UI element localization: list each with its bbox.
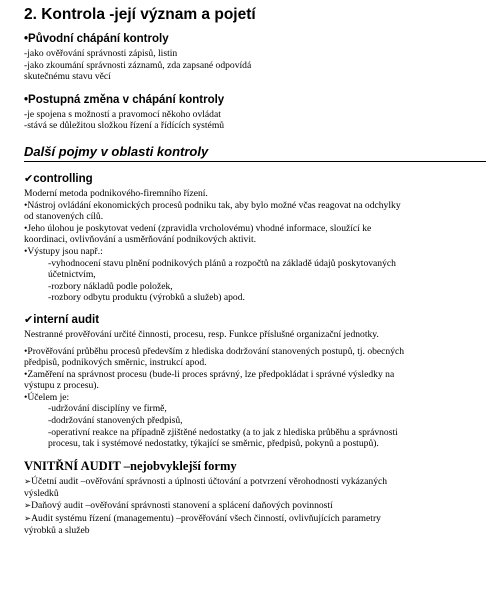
list-item-cont: výrobků a služeb <box>24 525 90 537</box>
list-item <box>24 476 486 489</box>
controlling-title <box>24 172 486 186</box>
sub-line: -rozbory nákladů podle položek, <box>48 280 173 292</box>
text-line: •Jeho úlohou je poskytovat vedení (zpravidla vrcholovému) vhodné informace, sloužící ke <box>24 222 372 234</box>
arrow-bullet-icon: ➢ <box>24 501 32 512</box>
text-line: •Nástroj ovládání ekonomických procesů podniku tak, aby bylo možné včas reagovat na odchylky <box>24 199 401 211</box>
sub-line: procesu, tak i systémové nedostatky, týkající se směrnic, předpisů, pokynů a postupů). <box>48 438 379 450</box>
section-title: Další pojmy v oblasti kontroly <box>24 144 486 162</box>
original-concept-title: •Původní chápání kontroly <box>24 33 169 45</box>
text-line: -jako ověřování správnosti zápisů, listin <box>24 48 178 59</box>
gradual-change-block <box>24 93 486 132</box>
text-line: •Účelem je: <box>24 391 70 403</box>
sub-line: -operativní reakce na případně zjištěné nedostatky (a to jak z hlediska průběhu a správnosti <box>48 426 398 438</box>
text-line: -jako zkoumání správnosti záznamů, zda zapsané odpovídá <box>24 59 252 71</box>
sub-line: -udržování disciplíny ve firmě, <box>48 403 167 415</box>
text-line: výstupu z procesu). <box>24 380 99 392</box>
controlling-text <box>24 188 486 304</box>
text-line: Nestranné prověřování určité činnosti, procesu, resp. Funkce příslušné organizační jednotky. <box>24 328 379 340</box>
checkmark-icon: ✔ <box>24 171 34 185</box>
list-item-text: Audit systému řízení (managementu) –prověřování všech činností, ovlivňujících parametry <box>31 512 381 524</box>
internal-audit-title <box>24 313 486 327</box>
text-line: -je spojena s možností a pravomocí někoho ovládat <box>24 108 221 120</box>
sub-line: -vyhodnocení stavu plnění podnikových plánů a rozpočtů na základě údajů poskytovaných <box>48 257 396 269</box>
text-line: od stanovených cílů. <box>24 211 104 223</box>
text-line: -stává se důležitou složkou řízení a řídících systémů <box>24 120 225 132</box>
gradual-change-title: •Postupná změna v chápání kontroly <box>24 93 225 106</box>
list-item-text: Daňový audit –ověřování správnosti stanovení a splácení daňových povinností <box>31 500 333 512</box>
internal-audit-text <box>24 329 486 450</box>
list-item-cont: výsledků <box>24 488 59 500</box>
list-item-text: Účetní audit –ověřování správnosti a úplnosti účtování a potvrzení věrohodnosti vykázaných <box>31 475 388 487</box>
sub-line: účetnictvím, <box>48 269 96 281</box>
controlling-title-text: controlling <box>33 172 93 185</box>
sub-line: -dodržování stanovených předpisů, <box>48 415 183 427</box>
gradual-change-text <box>24 109 486 132</box>
checkmark-icon: ✔ <box>24 312 34 326</box>
arrow-bullet-icon: ➢ <box>24 513 32 524</box>
original-concept-text <box>24 48 486 83</box>
text-line: Moderní metoda podnikového-firemního řízení. <box>24 187 208 199</box>
text-line: •Prověřování průběhu procesů především z hlediska dodržování stanovených postupů, tj. obecných <box>24 345 405 357</box>
text-line: koordinaci, ovlivňování a usměrňování podnikových aktivit. <box>24 234 257 246</box>
list-item <box>24 500 486 513</box>
controlling-block <box>24 172 486 304</box>
audit-forms-list <box>24 476 486 537</box>
arrow-bullet-icon: ➢ <box>24 476 32 487</box>
internal-audit-block <box>24 313 486 450</box>
page-title: 2. Kontrola -její význam a pojetí <box>24 6 256 23</box>
text-line: •Výstupy jsou např.: <box>24 245 103 257</box>
original-concept-block <box>24 32 486 83</box>
sub-line: -rozbory odbytu produktu (výrobků a služeb) apod. <box>48 292 245 304</box>
audit-forms-block <box>24 459 486 537</box>
text-line: skutečnému stavu věcí <box>24 71 111 83</box>
text-line: •Zaměření na správnost procesu (bude-li proces správný, lze předpokládat i správné výsledky na <box>24 368 395 380</box>
audit-forms-title: VNITŘNÍ AUDIT –nejobvyklejší formy <box>24 458 237 473</box>
list-item <box>24 513 486 526</box>
text-line: předpisů, podnikových směrnic, instrukcí apod. <box>24 357 207 369</box>
internal-audit-title-text: interní audit <box>33 313 100 326</box>
